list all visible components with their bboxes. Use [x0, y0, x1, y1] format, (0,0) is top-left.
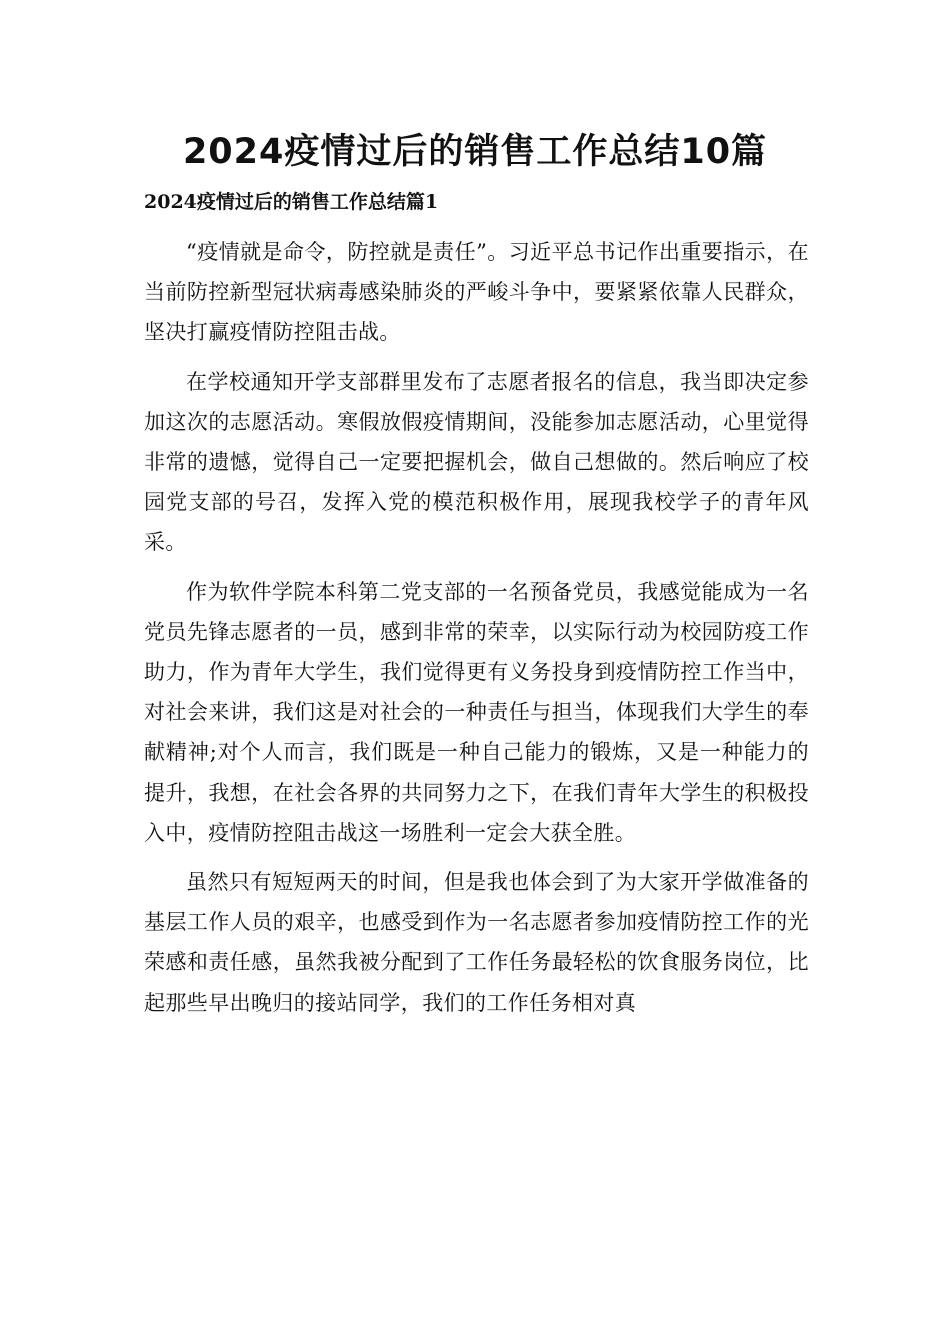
paragraph-1: “疫情就是命令，防控就是责任”。习近平总书记作出重要指示，在当前防控新型冠状病毒感染肺炎的严峻斗争中，要紧紧依靠人民群众，坚决打赢疫情防控阻击战。 — [144, 240, 809, 345]
paragraph-3: 作为软件学院本科第二党支部的一名预备党员，我感觉能成为一名党员先锋志愿者的一员，感到非常的荣幸，以实际行动为校园防疫工作助力，作为青年大学生，我们觉得更有义务投身到疫情防控工作当中，对社会来讲，我们这是对社会的一种责任与担当，体现我们大学生的奉献精神;对个人而言，我们既是一种自己能力的锻炼，又是一种能力的提升，我想，在社会各界的共同努力之下，在我们青年大学生的积极投入中，疫情防控阻击战这一场胜利一定会大获全胜。 — [144, 579, 809, 845]
body-text — [144, 232, 809, 1032]
section-heading: 2024疫情过后的销售工作总结篇1 — [144, 191, 439, 213]
paragraph-4: 虽然只有短短两天的时间，但是我也体会到了为大家开学做准备的基层工作人员的艰辛，也感受到作为一名志愿者参加疫情防控工作的光荣感和责任感，虽然我被分配到了工作任务最轻松的饮食服务岗位，比起那些早出晚归的接站同学，我们的工作任务相对真 — [144, 870, 809, 1015]
paragraph-2: 在学校通知开学支部群里发布了志愿者报名的信息，我当即决定参加这次的志愿活动。寒假放假疫情期间，没能参加志愿活动，心里觉得非常的遗憾，觉得自己一定要把握机会，做自己想做的。然后响应了校园党支部的号召，发挥入党的模范积极作用，展现我校学子的青年风采。 — [144, 369, 809, 555]
document-title: 2024疫情过后的销售工作总结10篇 — [182, 132, 768, 172]
